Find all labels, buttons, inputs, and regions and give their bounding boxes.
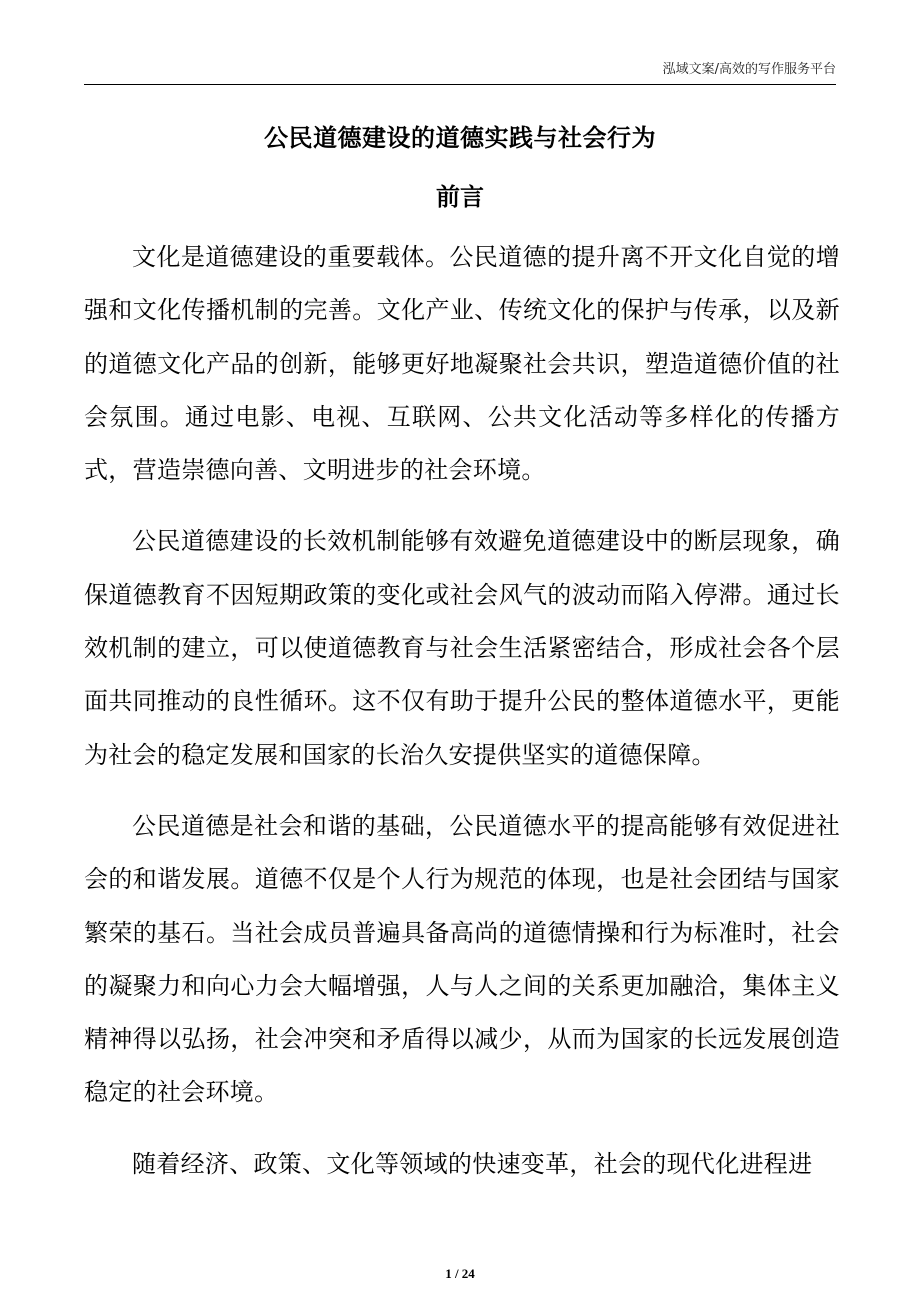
- document-body: [84, 231, 840, 1209]
- paragraph: 文化是道德建设的重要载体。公民道德的提升离不开文化自觉的增强和文化传播机制的完善。文化产业、传统文化的保护与传承，以及新的道德文化产品的创新，能够更好地凝聚社会共识，塑造道德价值的社会氛围。通过电影、电视、互联网、公共文化活动等多样化的传播方式，营造崇德向善、文明进步的社会环境。: [84, 243, 840, 485]
- header-divider: [84, 84, 836, 85]
- document-title: 公民道德建设的道德实践与社会行为: [264, 124, 656, 152]
- paragraph: 随着经济、政策、文化等领域的快速变革，社会的现代化进程进: [132, 1149, 813, 1178]
- section-heading: 前言: [436, 183, 484, 211]
- page-header: 泓域文案/高效的写作服务平台: [662, 62, 836, 77]
- paragraph: 公民道德是社会和谐的基础，公民道德水平的提高能够有效促进社会的和谐发展。道德不仅是个人行为规范的体现，也是社会团结与国家繁荣的基石。当社会成员普遍具备高尚的道德情操和行为标准时，社会的凝聚力和向心力会大幅增强，人与人之间的关系更加融洽，集体主义精神得以弘扬，社会冲突和矛盾得以减少，从而为国家的长远发展创造稳定的社会环境。: [84, 811, 840, 1107]
- paragraph: 公民道德建设的长效机制能够有效避免道德建设中的断层现象，确保道德教育不因短期政策的变化或社会风气的波动而陷入停滞。通过长效机制的建立，可以使道德教育与社会生活紧密结合，形成社会各个层面共同推动的良性循环。这不仅有助于提升公民的整体道德水平，更能为社会的稳定发展和国家的长治久安提供坚实的道德保障。: [84, 527, 840, 769]
- page-number: 1 / 24: [445, 1266, 475, 1281]
